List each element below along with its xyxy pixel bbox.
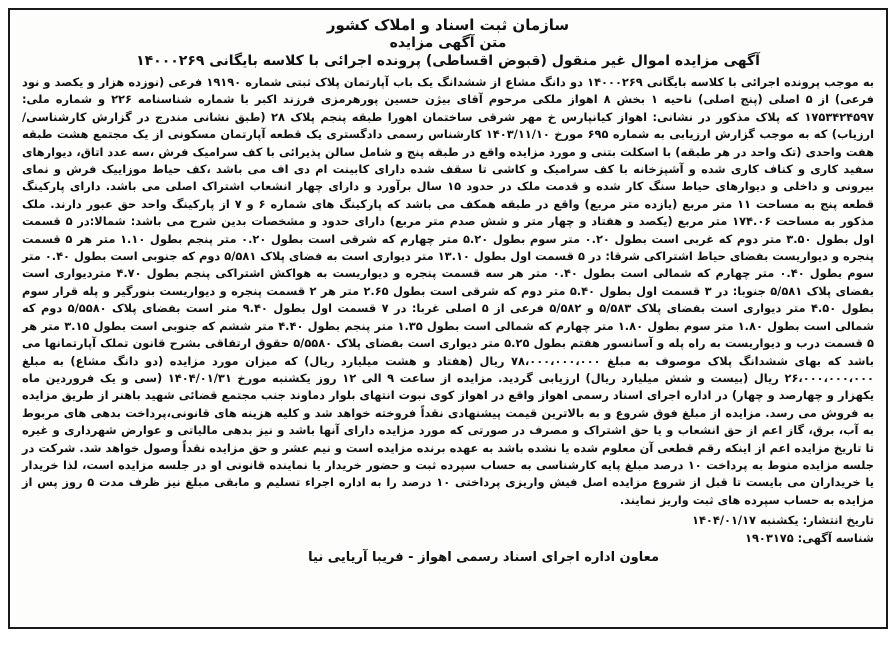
notice-id: شناسه آگهی: ۱۹۰۳۱۷۵ [745,531,874,546]
auction-notice [8,8,888,629]
publish-date: تاریخ انتشار: یکشنبه ۱۴۰۴/۰۱/۱۷ [692,513,874,528]
org-title: سازمان ثبت اسناد و املاک کشور [326,16,570,34]
notice-body-text: به موجب پرونده اجرائی با کلاسه بایگانی ۱۴۰۰۰۲۶۹ دو دانگ مشاع از ششدانگ یک باب آپارتمان پلاک ثبتی شماره ۱۹۱۹۰ فرعی (نوزده هزار و یکصد و نود فرعی) از ۵ اصلی (پنج اصلی) ناحیه ۱ بخش ۸ اهواز ملکی مرحوم آقای بیژن حسین پورهرمزی فرزند اکبر با شماره شناسنامه ۲۲۶ و شماره ملی: ۱۷۵۳۴۲۴۵۹۷ که پلاک مذکور در نشانی: اهواز کیانپارس خ مهر شرقی ساختمان اهورا طبقه پنجم پلاک ۲۸ (طبق نشانی مندرج در گزارش کارشناسی/ارزیاب) که به موجب گزارش ارزیابی به شماره ۶۹۵ مورخ ۱۴۰۳/۱۱/۱۰ کارشناس رسمی دادگستری یک قطعه آپارتمان مسکونی از یک مجتمع هشت طبقه هفت واحدی (تک واحد در هر طبقه) با اسکلت بتنی و مورد مزایده واقع در طبقه پنج و شامل سالن پذیرائی با کف سرامیک فرش ،سه عدد اتاق، دیوارهای سفید کاری و کناف کاری شده و آشپزخانه با کف سرامیک و کاشی تا سقف شده دارای کابینت ام دی اف می باشد ،کف حیاط موزاییک فرش و نمای بیرونی و داخلی و دیوارهای حیاط سنگ کار شده و قدمت ملک در حدود ۱۵ سال برآورد و دارای چهار انشعاب اشتراک اصلی می باشد. دارای پارکینگ قطعه پنج به مساحت ۱۱ متر مربع (یازده متر مربع) واقع در طبقه همکف می باشد که پارکینگ های شماره ۶ و ۷ از پارکینگ واحد حق عبور دارند. ملک مذکور به مساحت ۱۷۴.۰۶ متر مربع (یکصد و هفتاد و چهار متر و شش صدم متر مربع) دارای حدود و مشخصات بدین شرح می باشد: شمالا:در ۵ قسمت اول بطول ۳.۵۰ متر دوم که غربی است بطول ۰.۲۰ متر سوم بطول ۵.۲۰ متر چهارم که شرقی است بطول ۰.۲۰ متر پنجم بطول ۱.۱۰ متر هر ۵ قسمت پنجره و دیواریست بفضای حیاط اشتراکی شرقا: در ۵ قسمت اول بطول ۱۳.۱۰ متر دیواری است به فضای پلاک ۵/۵۸۱ دوم که جنوبی است بطول ۰.۴۰ متر سوم بطول ۰.۴۰ متر چهارم که شمالی است بطول ۰.۴۰ متر هر سه قسمت پنجره و دیواریست به هواکش اشتراکی پنجم بطول ۴.۷۰ متردیواری است بفضای پلاک ۵/۵۸۱ جنوبا: در ۳ قسمت اول بطول ۵.۴۰ متر دوم که شرقی است بطول ۲.۶۵ متر هر ۲ قسمت پنجره و دیواریست بنورگیر و پله قرار سوم بطول ۴.۵۰ متر دیواری است بفضای پلاک ۵/۵۸۳ و ۵/۵۸۲ فرعی از ۵ اصلی غربا: در ۷ قسمت اول بطول ۹.۴۰ متر است بفضای پلاک ۵/۵۵۸۰ دوم که شمالی است بطول ۱.۸۰ متر سوم بطول ۱.۸۰ متر چهارم که شمالی است بطول ۱.۳۵ متر پنجم بطول ۴.۴۰ متر ششم که جنوبی است بطول ۳.۱۵ متر هر ۵ قسمت درب و دیواریست به راه پله و آسانسور هفتم بطول ۵.۲۵ متر دیواری است بفضای پلاک ۵/۵۵۸۰ حقوق ارتفاقی بشرح قانون تملک آپارتمانها می باشد که بهای ششدانگ پلاک موصوف به مبلغ ۷۸،۰۰۰،۰۰۰،۰۰۰ ریال (هفتاد و هشت میلیارد ریال) که میزان مورد مزایده (دو دانگ مشاع) به مبلغ ۲۶،۰۰۰،۰۰۰،۰۰۰ ریال (بیست و شش میلیارد ریال) ارزیابی گردید. مزایده از ساعت ۹ الی ۱۲ روز یکشنبه مورخ ۱۴۰۴/۰۱/۳۱ (سی و یک فروردین ماه یکهزار و چهارصد و چهار) در اداره اجرای اسناد رسمی اهواز واقع در اهواز کوی نبوت انتهای بلوار دماوند جنب مجتمع قضائی شهید باهنر از طریق مزایده به فروش می رسد. مزایده از مبلغ فوق شروع و به بالاترین قیمت پیشنهادی نقداً فروخته خواهد شد و کلیه هزینه های قانونی،پرداخت بدهی های مربوط به آب، برق، گاز اعم از حق انشعاب و یا حق اشتراک و مصرف در صورتی که مورد مزایده دارای آنها باشد و نیز بدهی مالیاتی و عوارض شهرداری و غیره تا تاریخ مزایده اعم از اینکه رقم قطعی آن معلوم شده یا نشده باشد به عهده برنده مزایده است و نیم عشر و حق مزایده نقداً وصول خواهد شد. شرکت در جلسه مزایده منوط به پرداخت ۱۰ درصد مبلغ پایه کارشناسی به حساب سپرده ثبت و حضور خریدار یا نماینده قانونی او در جلسه مزایده است، لذا خریدار یا خریداران می بایست تا قبل از شروع مزایده اصل فیش واریزی پرداختی ۱۰ درصد را به اداره اجراء تسلیم و مابقی مبلغ نیز ظرف مدت ۵ روز پس از مزایده به حساب سپرده های ثبت واریز نمایند. [22,75,875,507]
notice-title: آگهی مزایده اموال غیر منقول (قبوض اقساطی) پرونده اجرائی با کلاسه بایگانی ۱۴۰۰۰۲۶۹ [136,53,760,69]
notice-header [22,16,874,70]
signature: معاون اداره اجرای اسناد رسمی اهواز - فریبا آریایی نیا [308,550,659,566]
notice-footer [22,511,874,567]
notice-subtitle: متن آگهی مزایده [389,35,507,51]
notice-body [22,74,874,509]
